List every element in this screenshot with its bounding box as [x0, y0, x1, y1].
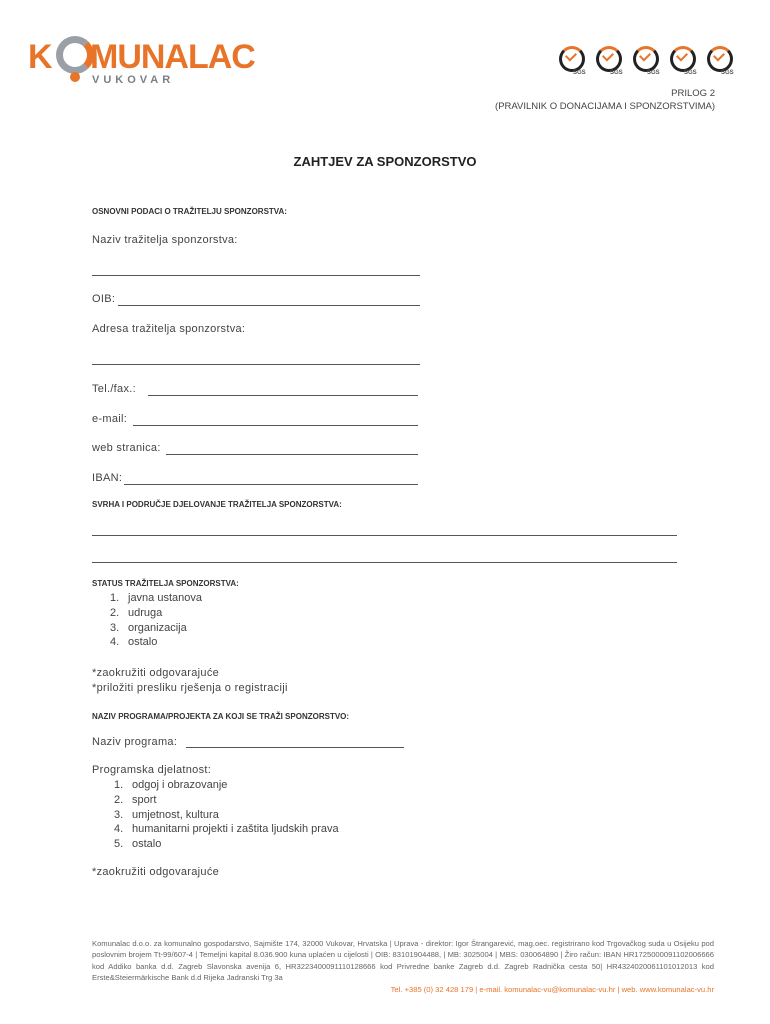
sgs-cert-badge-icon [629, 46, 662, 79]
purpose-field-line-2[interactable] [92, 562, 677, 563]
iban-field[interactable] [124, 484, 418, 485]
list-item[interactable]: 4. ostalo [110, 636, 158, 649]
applicant-name-field[interactable] [92, 275, 420, 276]
email-label: e-mail: [92, 413, 128, 425]
annex-label [495, 87, 715, 113]
website-label: web stranica: [92, 442, 161, 454]
list-item[interactable]: 3. umjetnost, kultura [114, 808, 219, 821]
sgs-cert-badge-icon [666, 46, 699, 79]
sgs-cert-badge-icon [592, 46, 625, 79]
oib-field[interactable] [118, 305, 420, 306]
cert-label: SGS [721, 70, 734, 76]
logo-wordmark: MUNALAC [90, 38, 255, 76]
applicant-name-label: Naziv tražitelja sponzorstva: [92, 234, 238, 246]
logo-gear-icon [70, 72, 80, 82]
list-item[interactable]: 3. organizacija [110, 621, 187, 634]
footer-company-info: Komunalac d.o.o. za komunalno gospodarstvo, Sajmište 174, 32000 Vukovar, Hrvatska | Uprava - direktor: Igor Štrangarević, mag.oec. registrirano kod Trgovačkog suda u Osijeku pod poslovnim brojem Tt-99/607-4 | Temeljni kapital 8.036.900 kuna uplaćen u cijelosti | OIB: 83101904488, | MB: 3025004 | MBS: 030064890 | Žiro račun: IBAN HR1725000091102006666 kod Addiko banka d.d. Zagreb Slavonska avenija 6, HR3223400091110128666 kod Privredne banke Zagreb d.d. Zagreb Radnička cesta 50| HR4324020061101012013 kod Erste&Steiermärkische Bank d.d Rijeka Jadranski Trg 3a [92, 939, 714, 983]
logo-subtitle: VUKOVAR [92, 74, 175, 86]
cert-label: SGS [684, 70, 697, 76]
document-title: ZAHTJEV ZA SPONZORSTVO [293, 154, 477, 169]
list-item[interactable]: 5. ostalo [114, 838, 162, 851]
oib-label: OIB: [92, 293, 116, 305]
section-heading-program: NAZIV PROGRAMA/PROJEKTA ZA KOJI SE TRAŽI SPONZORSTVO: [92, 712, 350, 721]
list-item[interactable]: 2. udruga [110, 606, 163, 619]
sgs-certifications [555, 46, 745, 80]
section-heading-status: STATUS TRAŽITELJA SPONZORSTVA: [92, 579, 239, 588]
list-item[interactable]: 2. sport [114, 793, 157, 806]
sgs-cert-badge-icon [555, 46, 588, 79]
cert-label: SGS [647, 70, 660, 76]
list-item[interactable]: 1. odgoj i obrazovanje [114, 779, 228, 791]
sgs-cert-badge-icon [703, 46, 736, 79]
address-field[interactable] [92, 364, 420, 365]
attach-note: *priložiti presliku rješenja o registraciji [92, 682, 288, 694]
annex-description: (PRAVILNIK O DONACIJAMA I SPONZORSTVIMA) [495, 101, 715, 112]
footer-contact: Tel. +385 (0) 32 428 179 | e-mail. komunalac-vu@komunalac-vu.hr | web. www.komunalac-vu.hr [390, 985, 714, 994]
section-heading-purpose: SVRHA I PODRUČJE DJELOVANJE TRAŽITELJA SPONZORSTVA: [92, 500, 342, 509]
list-item[interactable]: 1. javna ustanova [110, 592, 202, 604]
cert-label: SGS [610, 70, 623, 76]
annex-number: PRILOG 2 [671, 88, 715, 99]
list-item[interactable]: 4. humanitarni projekti i zaštita ljudskih prava [114, 823, 339, 836]
address-label: Adresa tražitelja sponzorstva: [92, 323, 246, 335]
logo-ring-icon [56, 36, 94, 74]
phone-fax-label: Tel./fax.: [92, 383, 136, 395]
program-name-field[interactable] [186, 747, 404, 748]
circle-note-program: *zaokružiti odgovarajuće [92, 866, 220, 878]
purpose-field-line-1[interactable] [92, 535, 677, 536]
program-name-label: Naziv programa: [92, 736, 178, 748]
cert-label: SGS [573, 70, 586, 76]
status-options-list [110, 591, 202, 650]
logo-letter-k: K [28, 38, 52, 76]
iban-label: IBAN: [92, 472, 123, 484]
circle-note: *zaokružiti odgovarajuće [92, 667, 220, 679]
email-field[interactable] [133, 425, 418, 426]
section-heading-basic-data: OSNOVNI PODACI O TRAŽITELJU SPONZORSTVA: [92, 207, 287, 216]
program-activity-list [114, 778, 339, 852]
website-field[interactable] [166, 454, 418, 455]
program-activity-label: Programska djelatnost: [92, 764, 212, 776]
company-logo [28, 34, 255, 86]
phone-fax-field[interactable] [148, 395, 418, 396]
